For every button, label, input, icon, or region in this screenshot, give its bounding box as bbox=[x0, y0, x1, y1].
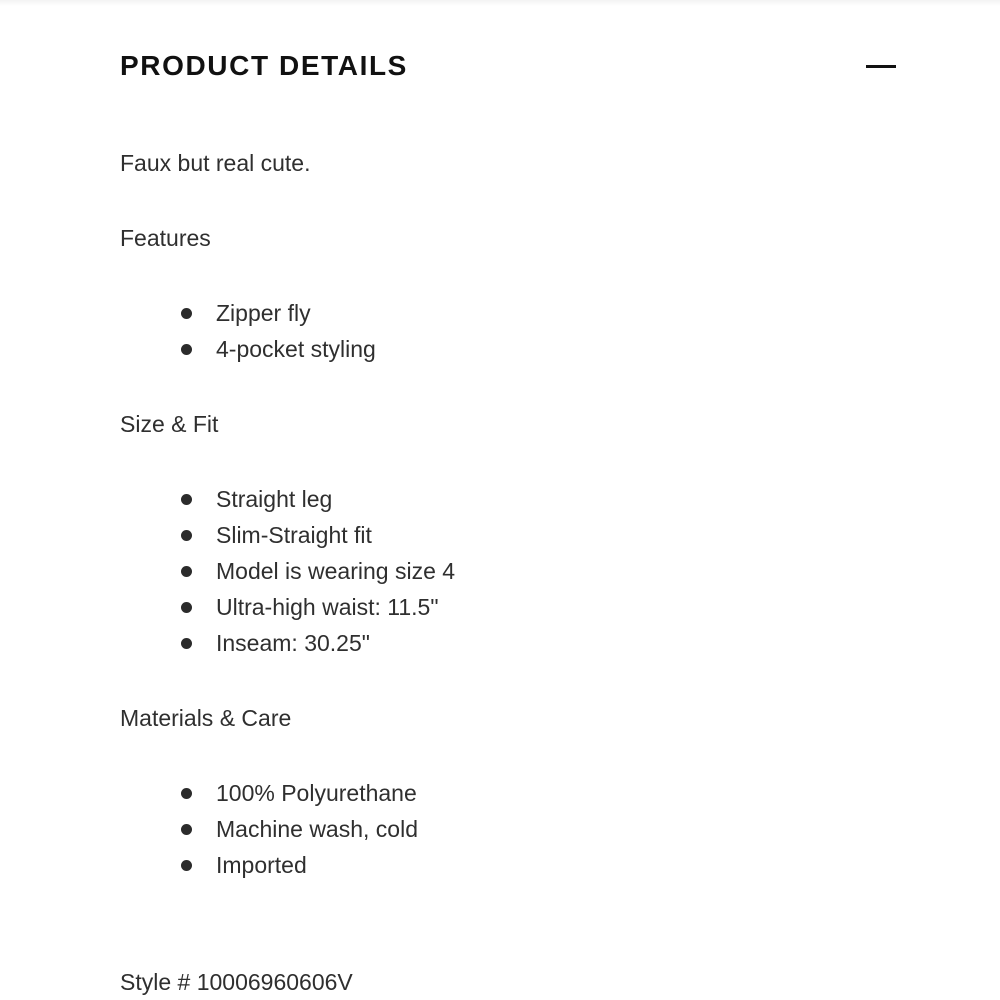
size-fit-heading: Size & Fit bbox=[120, 411, 219, 437]
product-details-accordion-header[interactable] bbox=[120, 44, 900, 88]
features-list bbox=[120, 295, 376, 367]
list-item: Inseam: 30.25" bbox=[120, 625, 455, 661]
top-edge-shadow bbox=[0, 0, 1000, 6]
list-item: Ultra-high waist: 11.5" bbox=[120, 589, 455, 625]
list-item: 100% Polyurethane bbox=[120, 775, 418, 811]
features-heading: Features bbox=[120, 225, 211, 251]
list-item: Zipper fly bbox=[120, 295, 376, 331]
product-description: Faux but real cute. bbox=[120, 150, 311, 176]
list-item: Imported bbox=[120, 847, 418, 883]
minus-icon[interactable] bbox=[866, 51, 896, 81]
list-item: Slim-Straight fit bbox=[120, 517, 455, 553]
section-title: PRODUCT DETAILS bbox=[120, 50, 408, 81]
list-item: Model is wearing size 4 bbox=[120, 553, 455, 589]
size-fit-list bbox=[120, 481, 455, 661]
list-item: Straight leg bbox=[120, 481, 455, 517]
materials-care-heading: Materials & Care bbox=[120, 705, 292, 731]
list-item: Machine wash, cold bbox=[120, 811, 418, 847]
style-number: Style # 10006960606V bbox=[120, 969, 353, 995]
materials-care-list bbox=[120, 775, 418, 883]
list-item: 4-pocket styling bbox=[120, 331, 376, 367]
